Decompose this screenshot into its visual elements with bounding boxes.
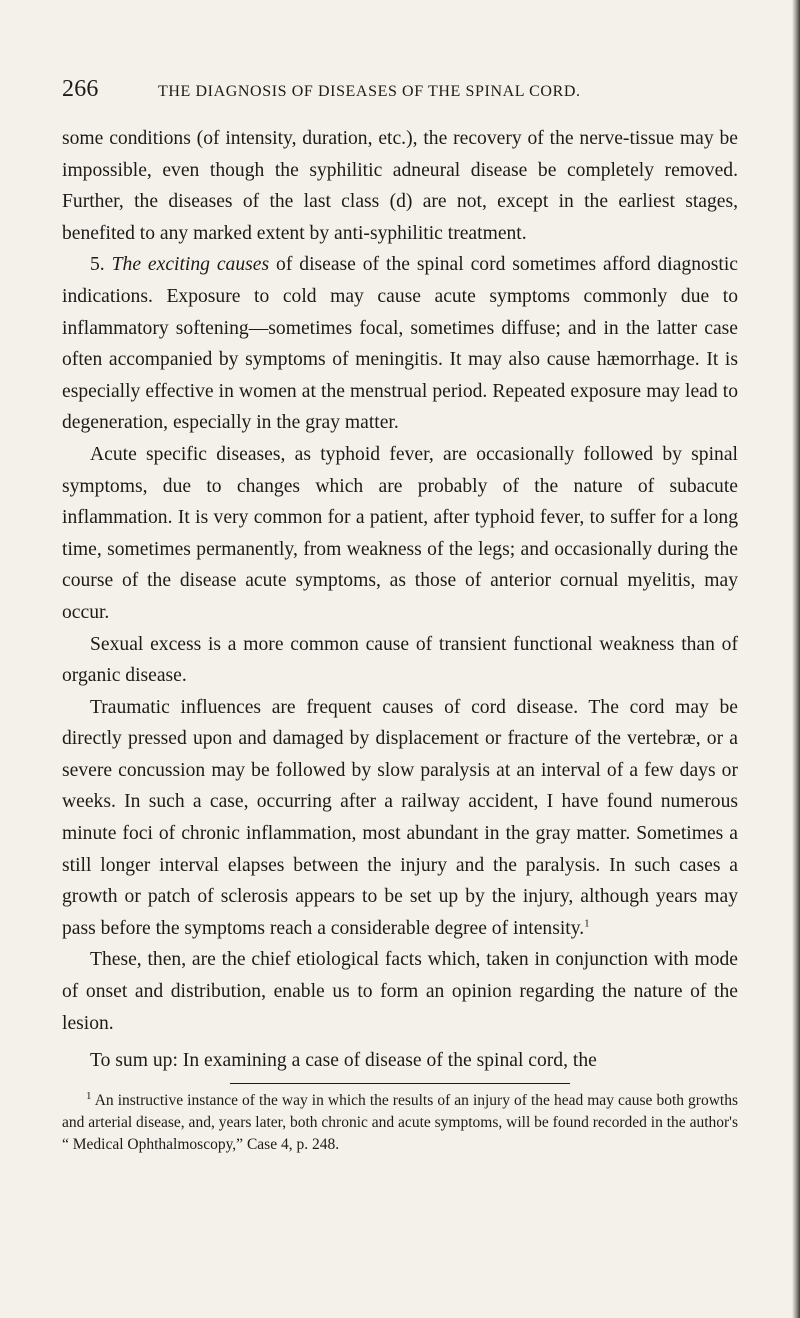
footnote-rule [230, 1083, 570, 1084]
paragraph-4: Sexual excess is a more common cause of transient functional weakness than of organic disease. [62, 633, 738, 687]
paragraph-1: some conditions (of intensity, duration, etc.), the recovery of the nerve-tissue may be impossible, even though the syphilitic adneural disease be completely removed. Further, the diseases of the last class (d) are not, except in the earliest stages, benefited to any marked extent by anti-syphilitic treatment. [62, 128, 738, 244]
footnote-marker: 1 [86, 1089, 92, 1102]
paragraph-7: To sum up: In examining a case of disease of the spinal cord, the [90, 1050, 597, 1072]
section-number: 5. [90, 254, 105, 276]
page-number: 266 [62, 76, 99, 102]
paragraph-2 [62, 249, 738, 439]
page-edge-shadow [792, 0, 800, 1318]
footnote-reference: 1 [584, 917, 590, 930]
paragraph-5 [62, 692, 738, 945]
body-text [62, 123, 738, 1077]
footnote [62, 1090, 738, 1156]
section-italic-phrase: The exciting causes [111, 254, 270, 276]
footnote-text: An instructive instance of the way in which the results of an injury of the head may cause both growths and arterial disease, and, years later, both chronic and acute symptoms, will be found recorded in the author's “ Medical Ophthalmoscopy,” Case 4, p. 248. [62, 1091, 738, 1153]
running-title: THE DIAGNOSIS OF DISEASES OF THE SPINAL CORD. [158, 83, 581, 100]
book-page [62, 76, 738, 1156]
paragraph-6: These, then, are the chief etiological facts which, taken in conjunction with mode of onset and distribution, enable us to form an opinion regarding the nature of the lesion. [62, 949, 738, 1034]
running-head [62, 76, 738, 103]
paragraph-2-text: of disease of the spinal cord sometimes afford diagnostic indications. Exposure to cold may cause acute symptoms commonly due to inflammatory softening—sometimes focal, sometimes diffuse; and in the latter case often accompanied by symptoms of meningitis. It may also cause hæmorrhage. It is especially effective in women at the menstrual period. Repeated exposure may lead to degeneration, especially in the gray matter. [62, 254, 738, 434]
paragraph-5-text: Traumatic influences are frequent causes of cord disease. The cord may be directly pressed upon and damaged by displacement or fracture of the vertebræ, or a severe concussion may be followed by slow paralysis at an interval of a few days or weeks. In such a case, occurring after a railway accident, I have found numerous minute foci of chronic inflammation, most abundant in the gray matter. Sometimes a still longer interval elapses between the injury and the paralysis. In such cases a growth or patch of sclerosis appears to be set up by the injury, although years may pass before the symptoms reach a considerable degree of intensity. [62, 696, 738, 939]
paragraph-3: Acute specific diseases, as typhoid fever, are occasionally followed by spinal symptoms, due to changes which are probably of the nature of subacute inflammation. It is very common for a patient, after typhoid fever, to suffer for a long time, sometimes permanently, from weakness of the legs; and occasionally during the course of the disease acute symptoms, as those of anterior cornual myelitis, may occur. [62, 443, 738, 623]
footnote-rule-row [62, 1083, 738, 1084]
